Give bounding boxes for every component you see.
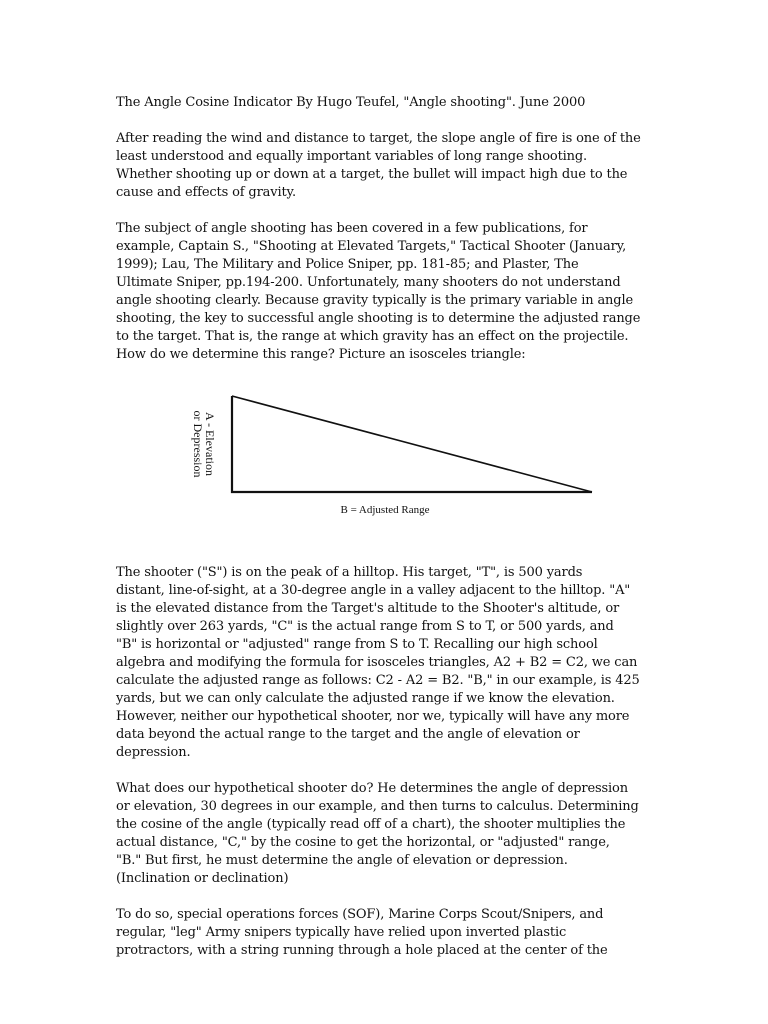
depression-label: or Depression [191,410,205,478]
paragraph-line: slightly over 263 yards, "C" is the actual range from S to T, or 500 yards, and [116,619,614,634]
document-page [116,94,652,960]
paragraph-line: 1999); Lau, The Military and Police Sniper, pp. 181-85; and Plaster, The [116,257,579,272]
paragraph-line: regular, "leg" Army snipers typically have relied upon inverted plastic [116,925,567,940]
paragraph-line: Ultimate Sniper, pp.194-200. Unfortunately, many shooters do not understand [116,275,621,290]
triangle-diagram [116,364,652,564]
spacer [116,762,652,780]
paragraph-line: example, Captain S., "Shooting at Elevated Targets," Tactical Shooter (January, [116,239,627,254]
paragraph-line: distant, line-of-sight, at a 30-degree angle in a valley adjacent to the hilltop. "A" [116,583,631,598]
paragraph-line: is the elevated distance from the Target's altitude to the Shooter's altitude, or [116,601,620,616]
paragraph-line: The shooter ("S") is on the peak of a hilltop. His target, "T", is 500 yards [116,565,583,580]
paragraph-line: yards, but we can only calculate the adjusted range if we know the elevation. [116,691,615,706]
paragraph-line: To do so, special operations forces (SOF), Marine Corps Scout/Snipers, and [116,907,604,922]
elevation-label: A - Elevation [203,412,217,476]
paragraph-line: (Inclination or declination) [116,871,289,886]
paragraph-line: protractors, with a string running through a hole placed at the center of the [116,943,608,958]
paragraph-line: cause and effects of gravity. [116,185,296,200]
paragraph-line: However, neither our hypothetical shooter, nor we, typically will have any more [116,709,630,724]
triangle-figure [116,364,652,564]
paragraph-line: How do we determine this range? Picture an isosceles triangle: [116,347,526,362]
paragraph-line: "B" is horizontal or "adjusted" range from S to T. Recalling our high school [116,637,598,652]
paragraph-line: Whether shooting up or down at a target, the bullet will impact high due to the [116,167,628,182]
paragraph-line: "B." But first, he must determine the angle of elevation or depression. [116,853,568,868]
spacer [116,888,652,906]
paragraph-line: shooting, the key to successful angle shooting is to determine the adjusted range [116,311,641,326]
paragraph-line: depression. [116,745,191,760]
paragraph-line: What does our hypothetical shooter do? He determines the angle of depression [116,781,628,796]
paragraph-line: to the target. That is, the range at which gravity has an effect on the projectile. [116,329,629,344]
spacer [116,202,652,220]
paragraph-4 [116,780,652,888]
paragraph-line: data beyond the actual range to the target and the angle of elevation or [116,727,580,742]
paragraph-2 [116,220,652,364]
triangle-hypotenuse [232,396,592,492]
paragraph-line: actual distance, "C," by the cosine to get the horizontal, or "adjusted" range, [116,835,610,850]
paragraph-line: the cosine of the angle (typically read off of a chart), the shooter multiplies the [116,817,626,832]
paragraph-line: angle shooting clearly. Because gravity typically is the primary variable in angle [116,293,634,308]
paragraph-3 [116,564,652,762]
adjusted-range-label: B = Adjusted Range [340,504,430,516]
paragraph-line: or elevation, 30 degrees in our example, and then turns to calculus. Determining [116,799,639,814]
paragraph-line: The subject of angle shooting has been covered in a few publications, for [116,221,588,236]
paragraph-line: algebra and modifying the formula for isosceles triangles, A2 + B2 = C2, we can [116,655,638,670]
paragraph-5 [116,906,652,960]
spacer [116,112,652,130]
paragraph-line: calculate the adjusted range as follows: C2 - A2 = B2. "B," in our example, is 425 [116,673,640,688]
paragraph-1 [116,130,652,202]
document-title: The Angle Cosine Indicator By Hugo Teufel, "Angle shooting". June 2000 [116,95,586,110]
paragraph-line: After reading the wind and distance to target, the slope angle of fire is one of the [116,131,641,146]
paragraph-line: least understood and equally important variables of long range shooting. [116,149,588,164]
